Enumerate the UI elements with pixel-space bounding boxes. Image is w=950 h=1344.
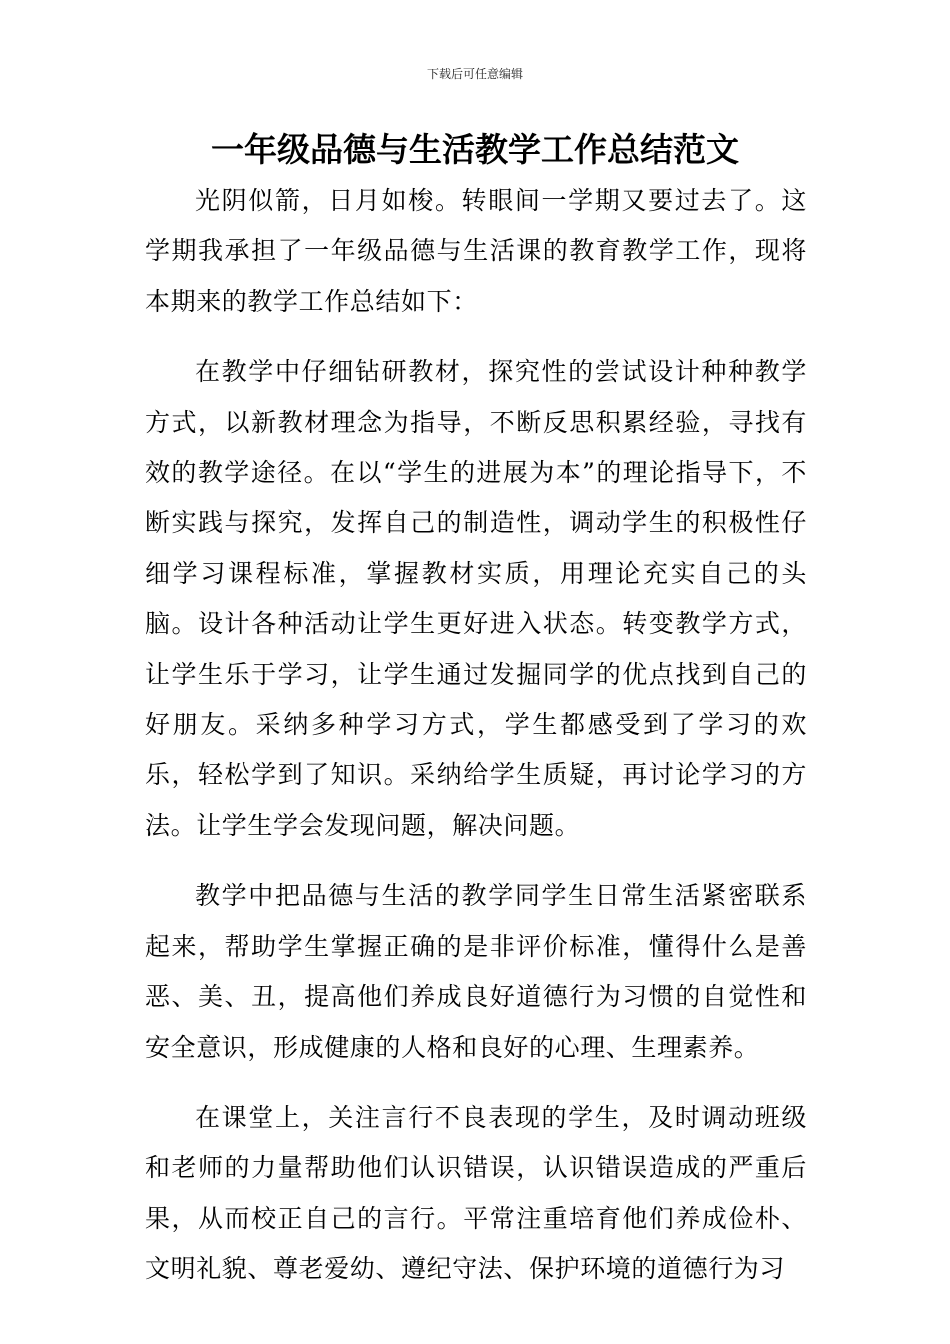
- paragraph: 在教学中仔细钻研教材，探究性的尝试设计种种教学方式，以新教材理念为指导，不断反思积累经验，寻找有效的教学途径。在以“学生的进展为本”的理论指导下，不断实践与探究，发挥自己的制造性，调动学生的积极性仔细学习课程标准，掌握教材实质，用理论充实自己的头脑。设计各种活动让学生更好进入状态。转变教学方式，让学生乐于学习，让学生通过发掘同学的优点找到自己的好朋友。采纳多种学习方式，学生都感受到了学习的欢乐，轻松学到了知识。采纳给学生质疑，再讨论学习的方法。让学生学会发现问题，解决问题。: [145, 357, 807, 840]
- document-body: [145, 176, 807, 1295]
- paragraph: 教学中把品德与生活的教学同学生日常生活紧密联系起来，帮助学生掌握正确的是非评价标准，懂得什么是善恶、美、丑，提高他们养成良好道德行为习惯的自觉性和安全意识，形成健康的人格和良好的心理、生理素养。: [145, 881, 807, 1062]
- paragraph: 光阴似箭，日月如梭。转眼间一学期又要过去了。这学期我承担了一年级品德与生活课的教育教学工作，现将本期来的教学工作总结如下：: [145, 186, 807, 316]
- document-title: 一年级品德与生活教学工作总结范文: [211, 130, 739, 169]
- header-note: 下载后可任意编辑: [426, 67, 523, 81]
- paragraph: 在课堂上，关注言行不良表现的学生，及时调动班级和老师的力量帮助他们认识错误，认识错误造成的严重后果，从而校正自己的言行。平常注重培育他们养成俭朴、文明礼貌、尊老爱幼、遵纪守法、保护环境的道德行为习: [145, 1102, 807, 1284]
